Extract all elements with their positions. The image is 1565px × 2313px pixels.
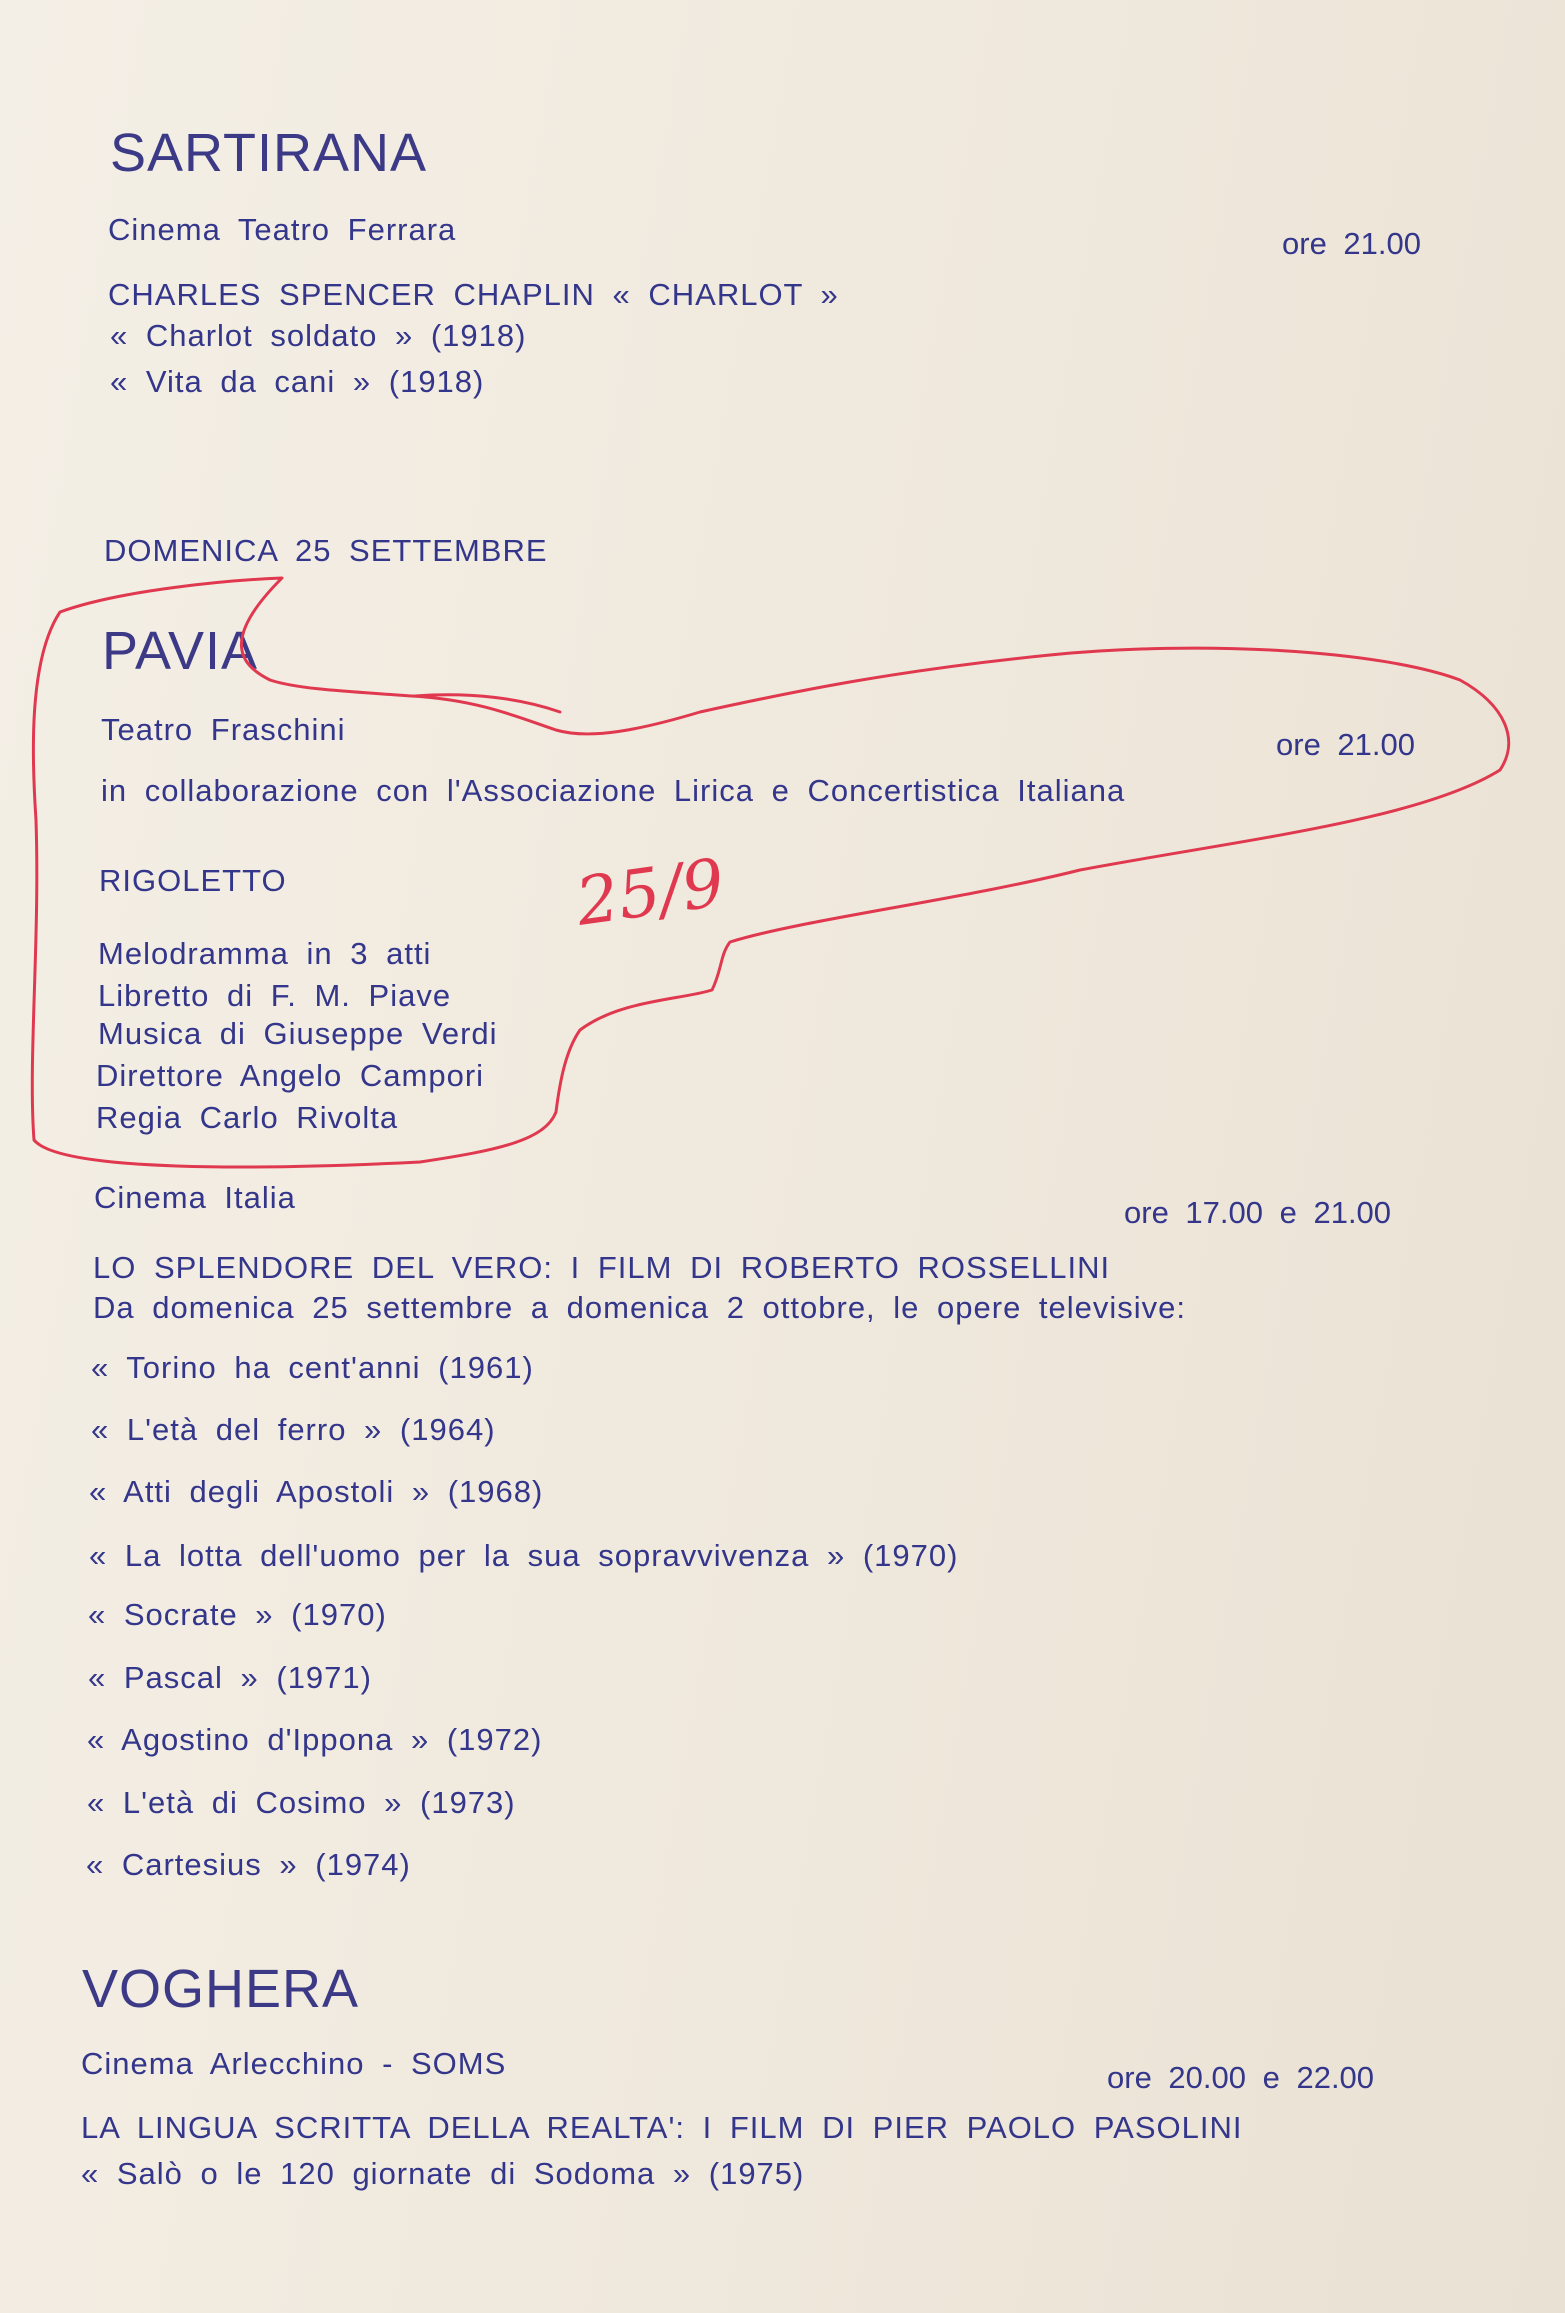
cinema-italia-venue: Cinema Italia	[94, 1180, 296, 1215]
film-list-item: « Socrate » (1970)	[88, 1597, 387, 1632]
voghera-time: ore 20.00 e 22.00	[1107, 2060, 1375, 2095]
film-list-item: « L'età di Cosimo » (1973)	[87, 1785, 516, 1820]
film-list-item: « Atti degli Apostoli » (1968)	[89, 1474, 544, 1509]
film-list-item: « Torino ha cent'anni (1961)	[91, 1350, 534, 1385]
pavia-detail-line: Melodramma in 3 atti	[98, 936, 432, 971]
voghera-film: « Salò o le 120 giornate di Sodoma » (1975)	[81, 2156, 805, 2191]
film-list-item: « Pascal » (1971)	[88, 1660, 372, 1695]
cinema-italia-heading: LO SPLENDORE DEL VERO: I FILM DI ROBERTO ROSSELLINI	[93, 1250, 1111, 1285]
film-list-item: « Cartesius » (1974)	[86, 1847, 411, 1882]
cinema-italia-time: ore 17.00 e 21.00	[1124, 1195, 1392, 1230]
pavia-time: ore 21.00	[1276, 727, 1415, 762]
date-heading: DOMENICA 25 SETTEMBRE	[104, 533, 548, 568]
pavia-detail-line: Direttore Angelo Campori	[96, 1058, 485, 1093]
handwritten-date: 25/9	[571, 843, 730, 941]
film-list-item: « Agostino d'Ippona » (1972)	[87, 1722, 543, 1757]
voghera-title: VOGHERA	[82, 1959, 360, 2019]
sartirana-time: ore 21.00	[1282, 226, 1421, 261]
pavia-detail-line: Libretto di F. M. Piave	[98, 978, 452, 1013]
film-list-item: « La lotta dell'uomo per la sua sopravvivenza » (1970)	[89, 1538, 959, 1573]
sartirana-title: SARTIRANA	[110, 123, 428, 183]
voghera-heading: LA LINGUA SCRITTA DELLA REALTA': I FILM DI PIER PAOLO PASOLINI	[81, 2110, 1243, 2145]
handwritten-flourish	[415, 695, 560, 712]
sartirana-program-line: « Vita da cani » (1918)	[110, 364, 485, 399]
pavia-detail-line: Musica di Giuseppe Verdi	[98, 1016, 498, 1051]
pavia-venue: Teatro Fraschini	[101, 712, 346, 747]
pavia-title: PAVIA	[102, 621, 259, 681]
cinema-italia-intro: Da domenica 25 settembre a domenica 2 ottobre, le opere televisive:	[93, 1290, 1187, 1325]
pavia-detail-line: Regia Carlo Rivolta	[96, 1100, 399, 1135]
sartirana-program-line: CHARLES SPENCER CHAPLIN « CHARLOT »	[108, 277, 839, 312]
pavia-opera: RIGOLETTO	[99, 863, 287, 898]
sartirana-venue: Cinema Teatro Ferrara	[108, 212, 457, 247]
voghera-venue: Cinema Arlecchino - SOMS	[81, 2046, 507, 2081]
sartirana-program-line: « Charlot soldato » (1918)	[110, 318, 527, 353]
pavia-collaboration: in collaborazione con l'Associazione Lirica e Concertistica Italiana	[101, 773, 1126, 808]
film-list-item: « L'età del ferro » (1964)	[91, 1412, 496, 1447]
